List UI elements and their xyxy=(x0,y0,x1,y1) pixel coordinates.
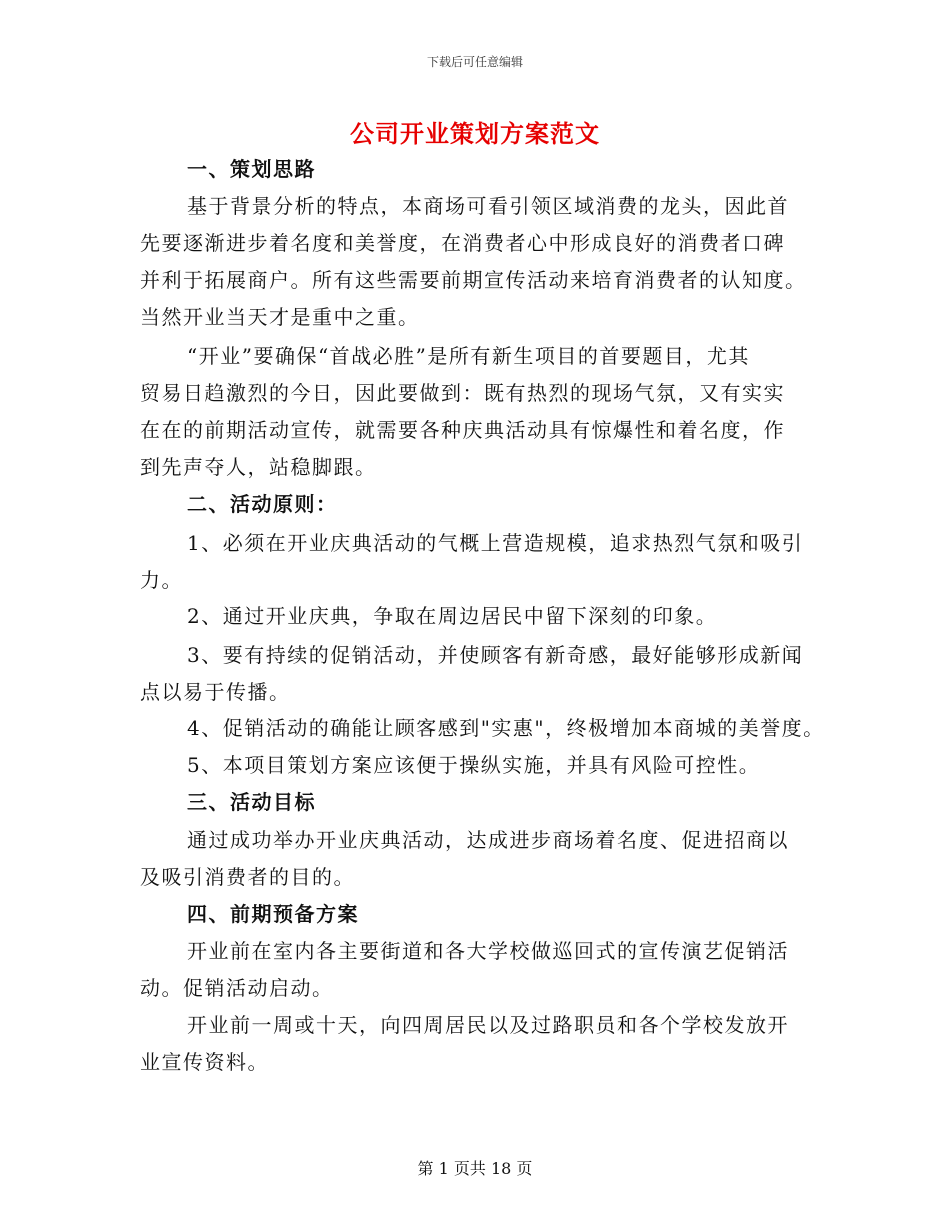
list-item: 力。 xyxy=(140,568,183,592)
paragraph-line: 在在的前期活动宣传，就需要各种庆典活动具有惊爆性和着名度，作 xyxy=(140,418,785,442)
list-item: 1、必须在开业庆典活动的气概上营造规模，追求热烈气氛和吸引 xyxy=(187,531,804,555)
section-heading-2: 二、活动原则： xyxy=(187,492,338,516)
list-item: 4、促销活动的确能让顾客感到"实惠"，终极增加本商城的美誉度。 xyxy=(187,716,825,740)
page-footer: 第 1 页共 18 页 xyxy=(417,1159,533,1178)
paragraph-line: 业宣传资料。 xyxy=(140,1050,269,1074)
paragraph-line: 基于背景分析的特点，本商场可看引领区域消费的龙头，因此首 xyxy=(187,194,789,218)
list-item: 5、本项目策划方案应该便于操纵实施，并具有风险可控性。 xyxy=(187,753,761,777)
paragraph-line: “开业”要确保“首战必胜”是所有新生项目的首要题目，尤其 xyxy=(187,344,750,368)
paragraph-line: 到先声夺人，站稳脚跟。 xyxy=(140,455,377,479)
paragraph-line: 贸易日趋激烈的今日，因此要做到：既有热烈的现场气氛，又有实实 xyxy=(140,381,785,405)
paragraph-line: 开业前在室内各主要街道和各大学校做巡回式的宣传演艺促销活 xyxy=(187,939,789,963)
section-heading-1: 一、策划思路 xyxy=(187,157,316,181)
paragraph-line: 动。促销活动启动。 xyxy=(140,976,334,1000)
section-heading-3: 三、活动目标 xyxy=(187,790,316,814)
paragraph-line: 开业前一周或十天，向四周居民以及过路职员和各个学校发放开 xyxy=(187,1013,789,1037)
paragraph-line: 并利于拓展商户。所有这些需要前期宣传活动来培育消费者的认知度。 xyxy=(140,268,807,292)
section-heading-4: 四、前期预备方案 xyxy=(187,902,359,926)
document-title: 公司开业策划方案范文 xyxy=(350,119,600,148)
paragraph-line: 当然开业当天才是重中之重。 xyxy=(140,305,420,329)
list-item: 3、要有持续的促销活动，并使顾客有新奇感，最好能够形成新闻 xyxy=(187,643,804,667)
paragraph-line: 通过成功举办开业庆典活动，达成进步商场着名度、促进招商以 xyxy=(187,828,789,852)
list-item: 2、通过开业庆典，争取在周边居民中留下深刻的印象。 xyxy=(187,604,718,628)
paragraph-line: 及吸引消费者的目的。 xyxy=(140,865,355,889)
paragraph-line: 先要逐渐进步着名度和美誉度，在消费者心中形成良好的消费者口碑 xyxy=(140,231,785,255)
page-header: 下载后可任意编辑 xyxy=(426,55,523,69)
list-item: 点以易于传播。 xyxy=(140,680,291,704)
